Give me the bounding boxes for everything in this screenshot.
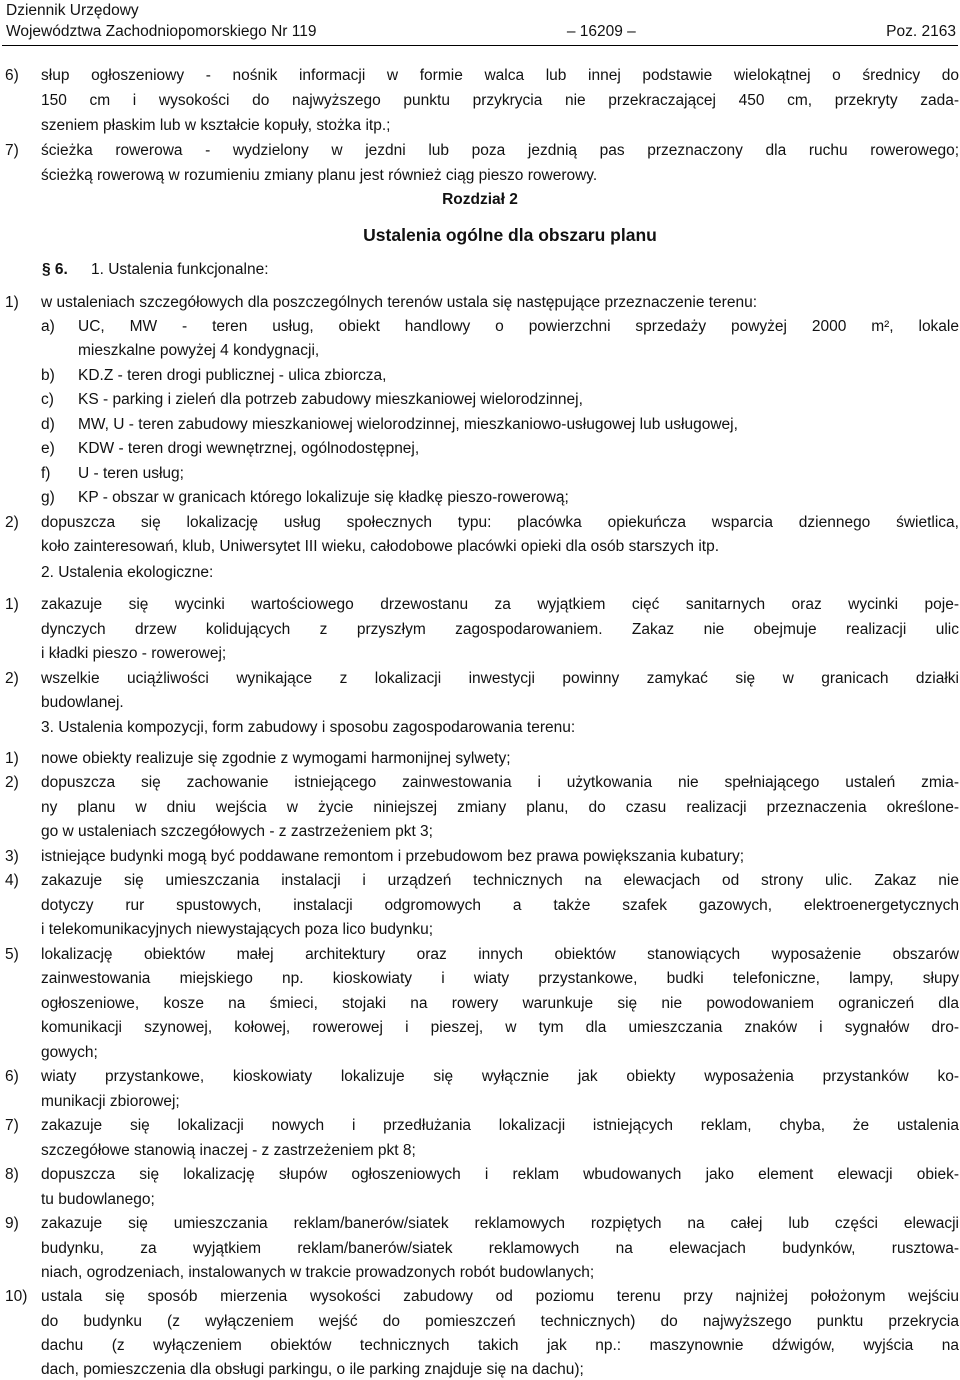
page-number: – 16209 – bbox=[566, 23, 636, 40]
section-subtitle: 1. Ustalenia funkcjonalne: bbox=[91, 261, 269, 278]
section-sign: § 6. bbox=[42, 261, 68, 278]
chapter-title: Ustalenia ogólne dla obszaru planu bbox=[363, 225, 657, 245]
page-header bbox=[6, 0, 956, 42]
journal-title: Dziennik Urzędowy bbox=[6, 2, 139, 19]
journal-issue: Województwa Zachodniopomorskiego Nr 119 bbox=[6, 23, 317, 40]
header-line-2 bbox=[6, 21, 956, 42]
position-number: Poz. 2163 bbox=[886, 23, 956, 40]
header-divider bbox=[2, 45, 958, 46]
chapter-heading: Rozdział 2 bbox=[442, 191, 518, 208]
